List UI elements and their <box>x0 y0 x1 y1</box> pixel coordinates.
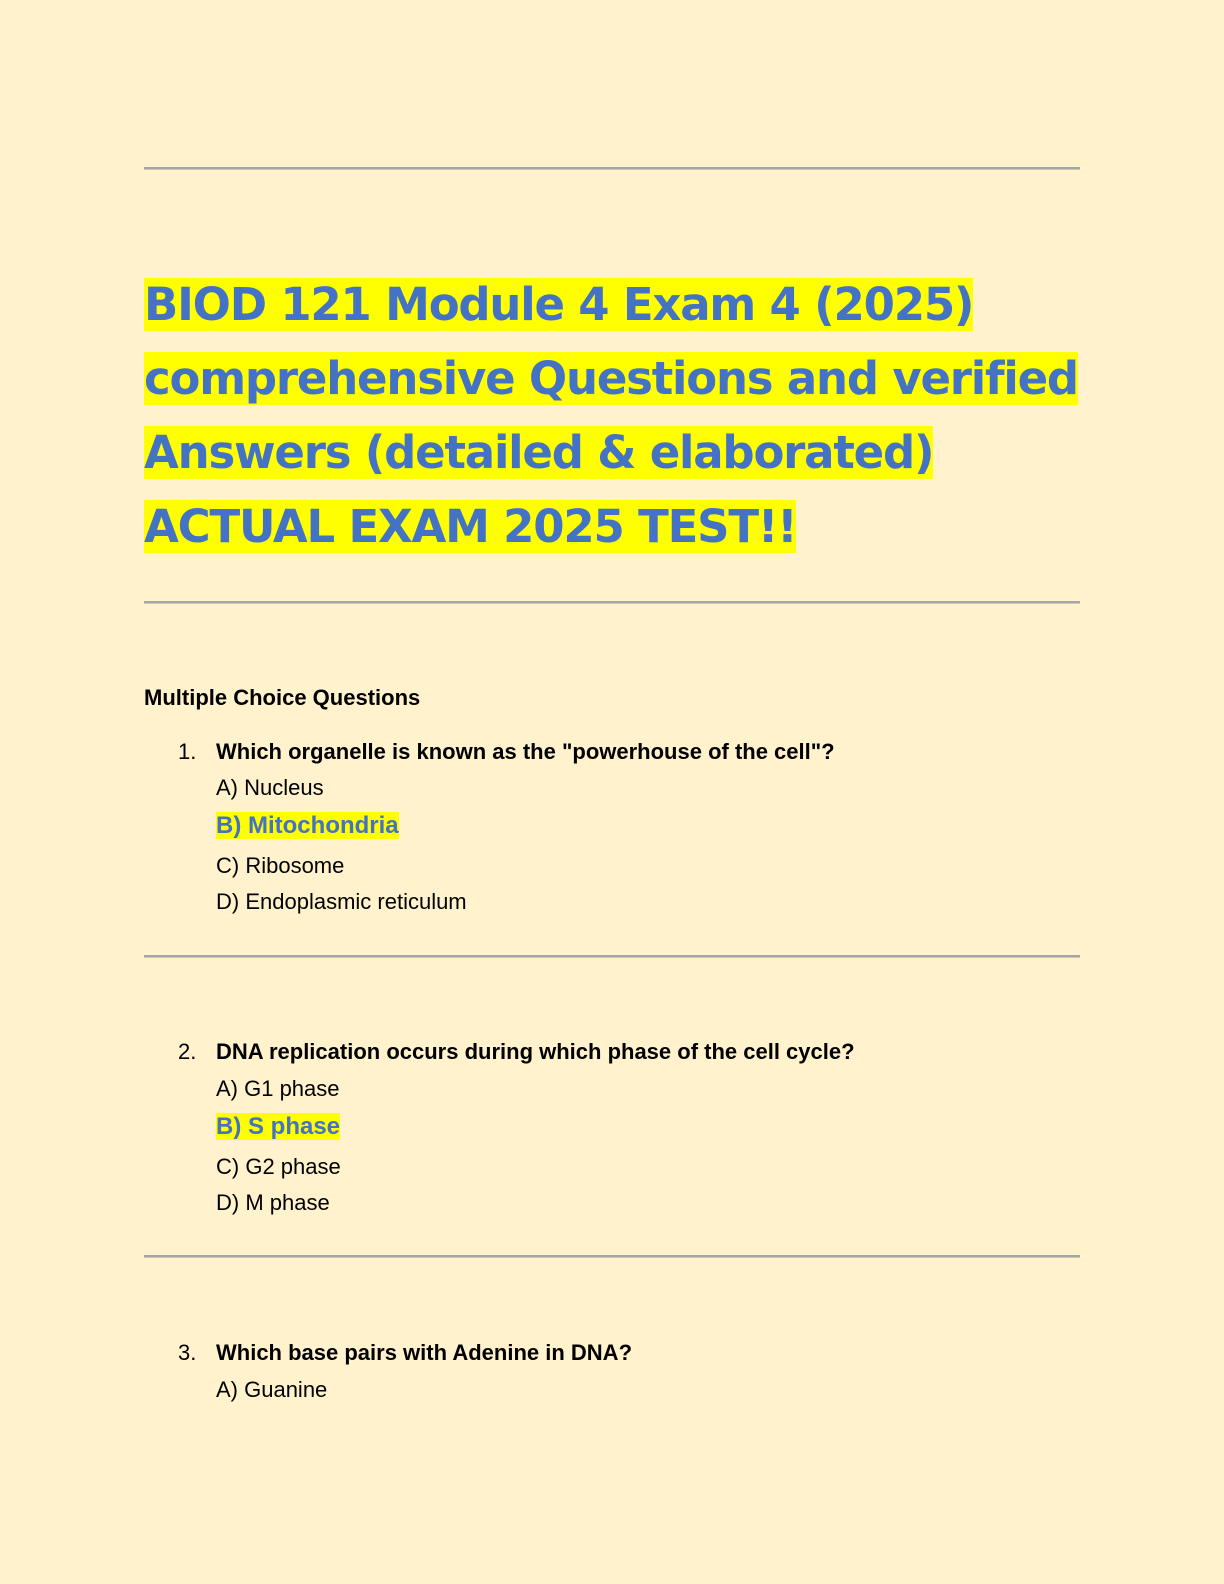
question-text: Which organelle is known as the "powerhouse of the cell"? <box>216 739 835 764</box>
question-divider-2 <box>144 1255 1080 1258</box>
question-number: 2. <box>178 1039 197 1064</box>
option-d: D) M phase <box>216 1190 330 1215</box>
question-text: Which base pairs with Adenine in DNA? <box>216 1340 633 1365</box>
title-line-3: Answers (detailed & elaborated) <box>144 426 934 479</box>
question-number: 3. <box>178 1340 197 1365</box>
option-d: D) Endoplasmic reticulum <box>216 889 467 914</box>
question-number: 1. <box>178 739 197 764</box>
title-line-4: ACTUAL EXAM 2025 TEST!! <box>144 500 797 553</box>
question-text: DNA replication occurs during which phase of the cell cycle? <box>216 1039 855 1064</box>
section-heading: Multiple Choice Questions <box>144 685 421 710</box>
title-line-2: comprehensive Questions and verified <box>144 352 1078 405</box>
option-a: A) Guanine <box>216 1377 328 1402</box>
option-a: A) Nucleus <box>216 775 324 800</box>
option-a: A) G1 phase <box>216 1076 340 1101</box>
option-b-correct: B) Mitochondria <box>216 812 399 839</box>
option-c: C) Ribosome <box>216 853 345 878</box>
question-divider-1 <box>144 955 1080 958</box>
document-title <box>144 268 1080 564</box>
title-line-1: BIOD 121 Module 4 Exam 4 (2025) <box>144 278 974 331</box>
title-divider <box>144 601 1080 604</box>
option-b-correct: B) S phase <box>216 1113 341 1140</box>
top-divider <box>144 167 1080 170</box>
option-c: C) G2 phase <box>216 1154 341 1179</box>
